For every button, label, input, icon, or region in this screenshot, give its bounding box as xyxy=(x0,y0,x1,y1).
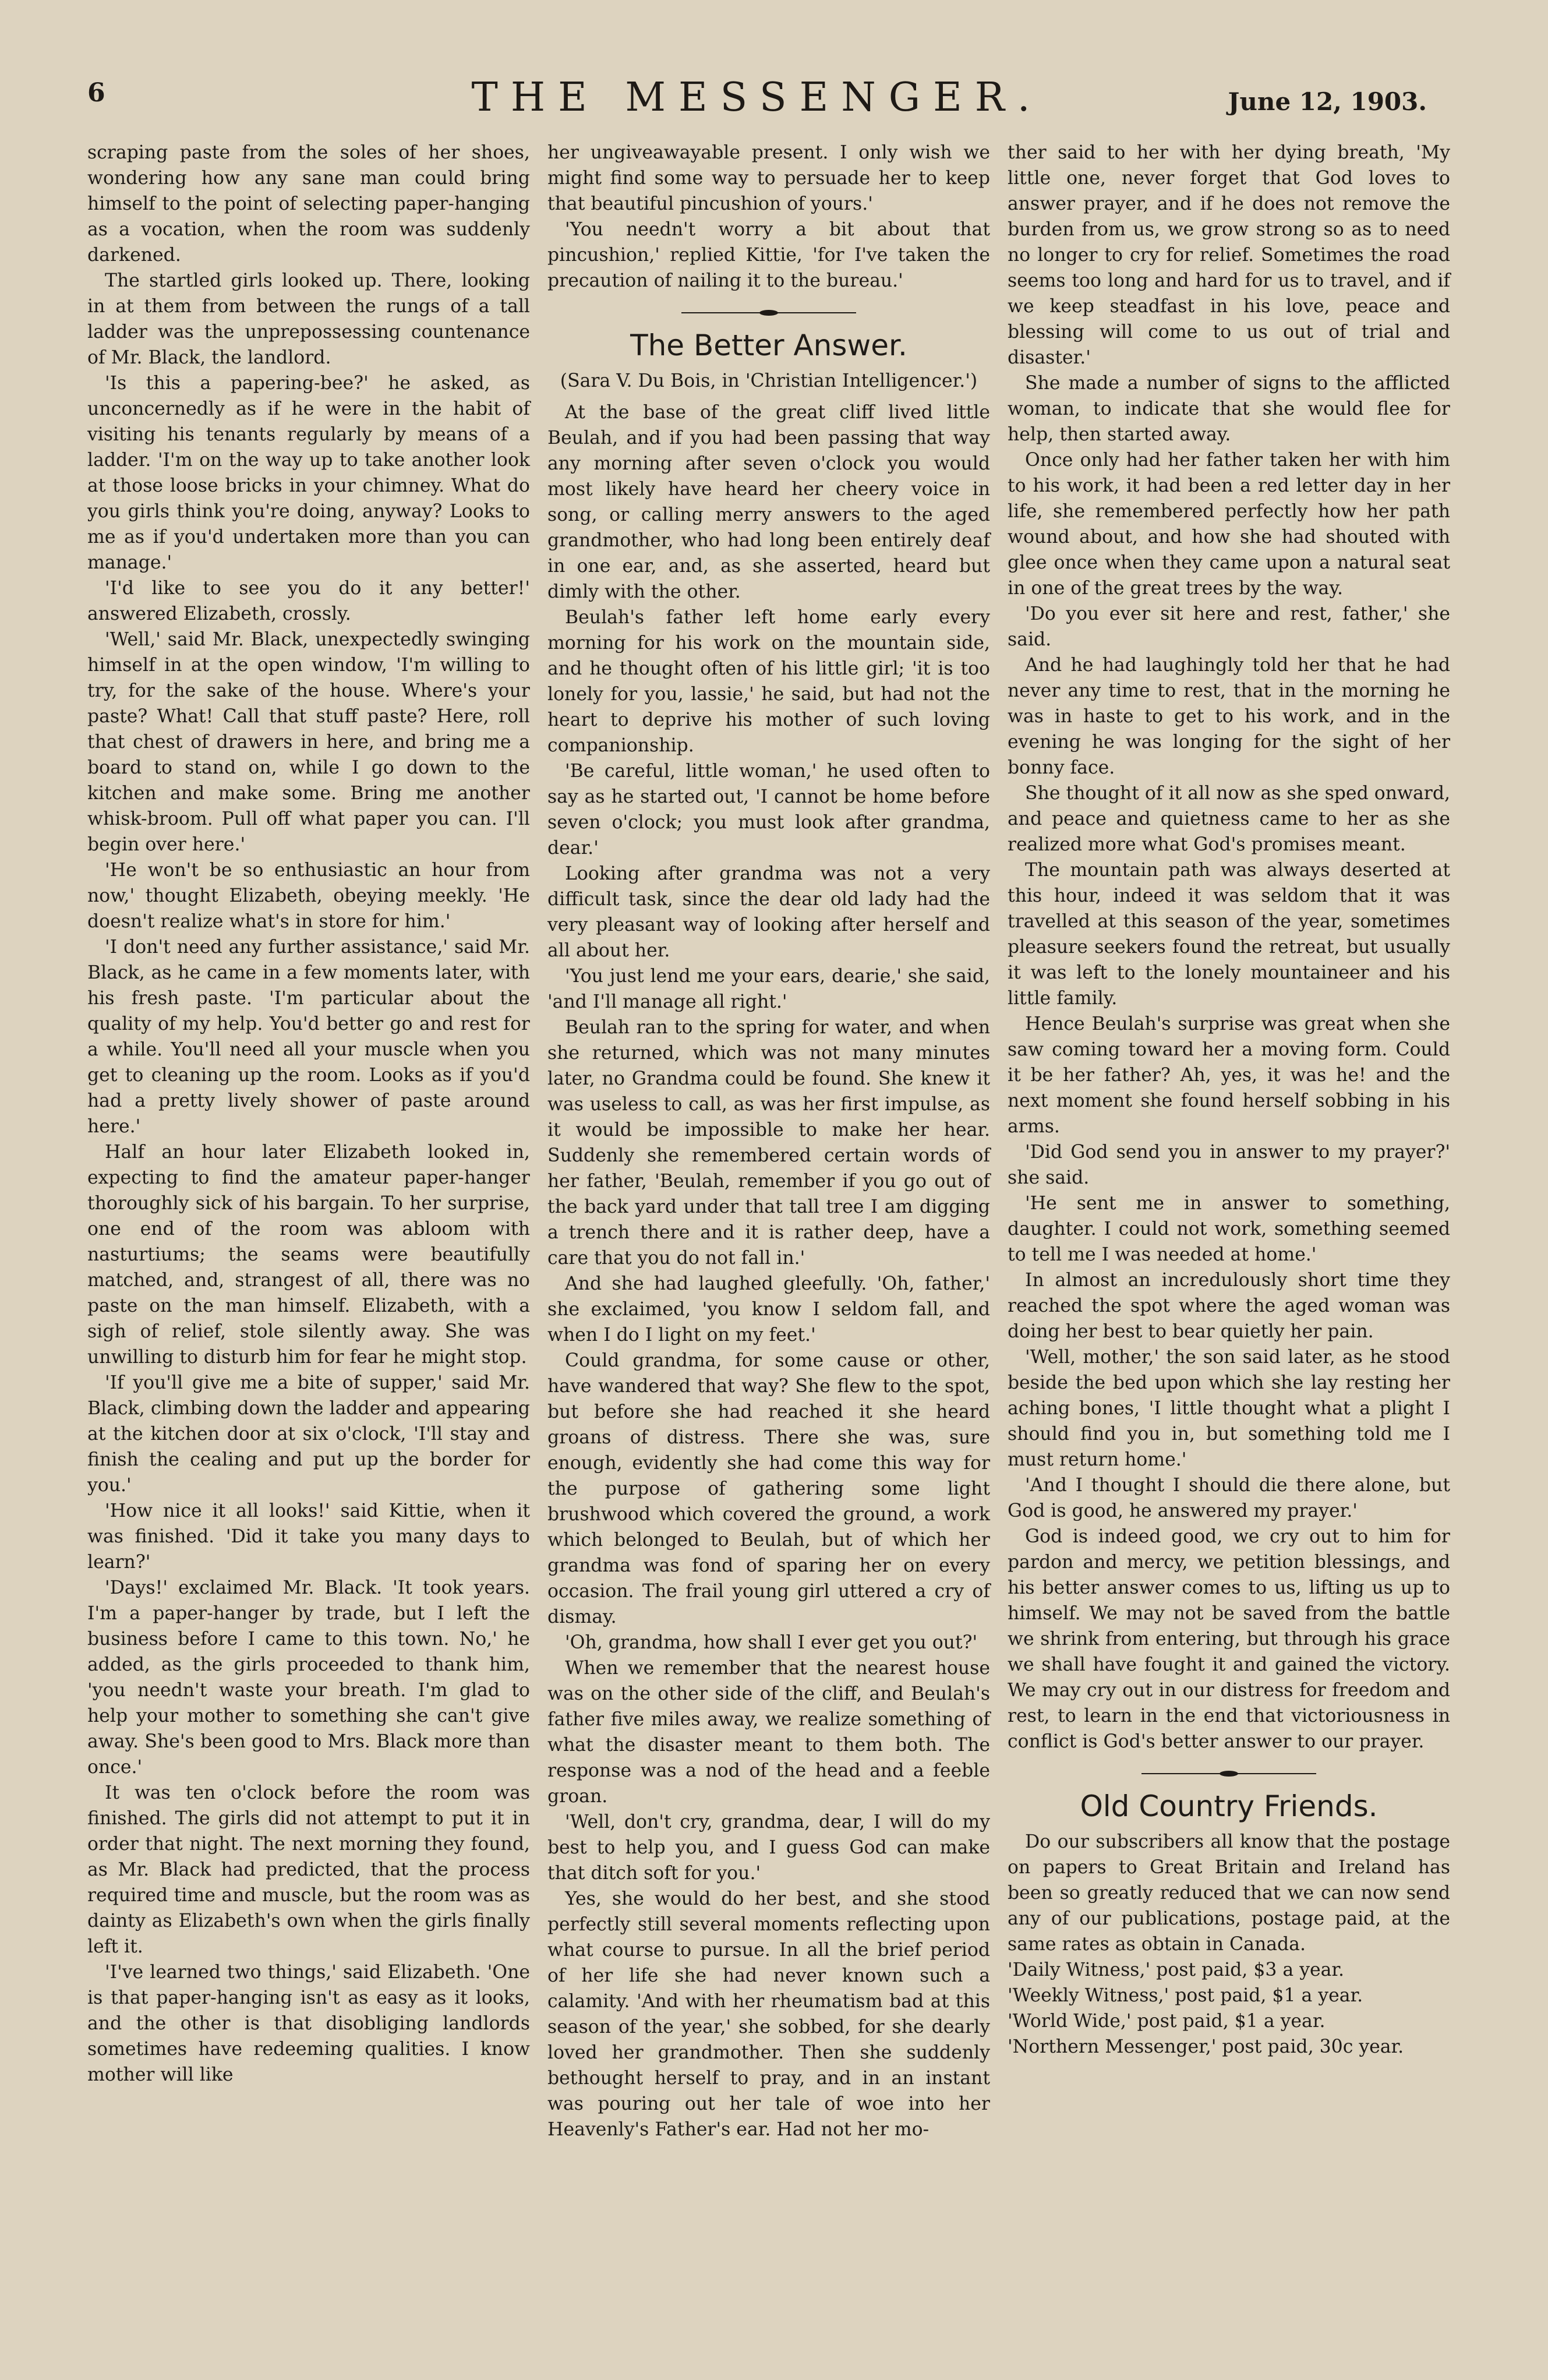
paragraph: Hence Beulah's surprise was great when she saw coming toward her a moving form. Could it be her father? Ah, yes, it was he! and the next moment she found herself sobbing in his arms. xyxy=(1008,1014,1450,1137)
ornament-divider xyxy=(1141,1770,1316,1778)
paragraph: 'Is this a papering-bee?' he asked, as unconcernedly as if he were in the habit of visiting his tenants regularly by means of a ladder. 'I'm on the way up to take another look at those loose bricks in your chimney. What do you girls think you're doing, anyway? Looks to me as if you'd undertaken more than you can manage.' xyxy=(87,373,530,573)
paragraph: 'I've learned two things,' said Elizabeth. 'One is that paper-hanging isn't as easy as it looks, and the other is that disobliging landlords sometimes have redeeming qualities. I know mother will like xyxy=(87,1962,530,2085)
paragraph: Beulah's father left home early every morning for his work on the mountain side, and he thought often of his little girl; 'it is too lonely for you, lassie,' he said, but had not the heart to deprive his mother of such loving companionship. xyxy=(547,607,990,756)
paragraph: Beulah ran to the spring for water, and when she returned, which was not many minutes later, no Grandma could be found. She knew it was useless to call, as was her first impulse, as it would be impossible to make her hear. Suddenly she remembered certain words of her father, 'Beulah, remember if you go out of the back yard under that tall tree I am digging a trench there and it is rather deep, have a care that you do not fall in.' xyxy=(547,1017,990,1269)
paragraph: And he had laughingly told her that he had never any time to rest, that in the morning he was in haste to get to his work, and in the evening he was longing for the sight of her bonny face. xyxy=(1008,655,1450,778)
paragraph: Half an hour later Elizabeth looked in, expecting to find the amateur paper-hanger thoroughly sick of his bargain. To her surprise, one end of the room was abloom with nasturtiums; the seams were beautifully matched, and, strangest of all, there was no paste on the man himself. Elizabeth, with a sigh of relief, stole silently away. She was unwilling to disturb him for fear he might stop. xyxy=(87,1142,530,1368)
paragraph: When we remember that the nearest house was on the other side of the cliff, and Beulah's father five miles away, we realize something of what the disaster meant to them both. The response was a nod of the head and a feeble groan. xyxy=(547,1658,990,1807)
paragraph: 'He sent me in answer to something, daughter. I could not work, something seemed to tell me I was needed at home.' xyxy=(1008,1193,1450,1265)
paragraph: 'You needn't worry a bit about that pincushion,' replied Kittie, 'for I've taken the precaution of nailing it to the bureau.' xyxy=(547,219,990,291)
paragraph: Do our subscribers all know that the postage on papers to Great Britain and Ireland has been so greatly reduced that we can now send any of our publications, postage paid, at the same rates as obtain in Canada. xyxy=(1008,1831,1450,1955)
paragraph: 'Oh, grandma, how shall I ever get you out?' xyxy=(565,1632,978,1653)
paragraph: 'He won't be so enthusiastic an hour from now,' thought Elizabeth, obeying meekly. 'He doesn't realize what's in store for him.' xyxy=(87,860,530,932)
paragraph: 'I'd like to see you do it any better!' answered Elizabeth, crossly. xyxy=(87,578,530,624)
paragraph: 'Do you ever sit here and rest, father,' she said. xyxy=(1008,603,1450,650)
article-byline: (Sara V. Du Bois, in 'Christian Intelligencer.') xyxy=(560,370,978,391)
page-header xyxy=(87,75,1427,127)
paragraph: her ungiveawayable present. I only wish we might find some way to persuade her to keep that beautiful pincushion of yours.' xyxy=(547,142,990,214)
paragraph: The mountain path was always deserted at this hour, indeed it was seldom that it was travelled at this season of the year, sometimes pleasure seekers found the retreat, but usually it was left to the lonely mountaineer and his little family. xyxy=(1008,860,1450,1009)
subscription-line: 'Daily Witness,' post paid, $3 a year. xyxy=(1008,1959,1345,1980)
paragraph: The startled girls looked up. There, looking in at them from between the rungs of a tall ladder was the unprepossessing countenance of Mr. Black, the landlord. xyxy=(87,270,530,368)
paragraph: 'You just lend me your ears, dearie,' she said, 'and I'll manage all right.' xyxy=(547,966,990,1012)
subscription-line: 'World Wide,' post paid, $1 a year. xyxy=(1008,2011,1326,2032)
paragraph: 'And I thought I should die there alone, but God is good, he answered my prayer.' xyxy=(1008,1475,1450,1521)
ornament-divider xyxy=(681,309,856,317)
subscription-line: 'Weekly Witness,' post paid, $1 a year. xyxy=(1008,1985,1363,2006)
paragraph: And she had laughed gleefully. 'Oh, father,' she exclaimed, 'you know I seldom fall, and when I do I light on my feet.' xyxy=(547,1273,990,1346)
paragraph: Could grandma, for some cause or other, have wandered that way? She flew to the spot, but before she had reached it she heard groans of distress. There she was, sure enough, evidently she had come this way for the purpose of gathering some light brushwood which covered the ground, a work which belonged to Beulah, but of which her grandma was fond of sparing her on every occasion. The frail young girl uttered a cry of dismay. xyxy=(547,1350,990,1627)
page-number: 6 xyxy=(87,78,105,108)
paragraph: 'If you'll give me a bite of supper,' said Mr. Black, climbing down the ladder and appearing at the kitchen door at six o'clock, 'I'll stay and finish the cealing and put up the border for you.' xyxy=(87,1372,530,1496)
paragraph: 'Well, don't cry, grandma, dear, I will do my best to help you, and I guess God can make that ditch soft for you.' xyxy=(547,1812,990,1884)
paragraph: At the base of the great cliff lived little Beulah, and if you had been passing that way any morning after seven o'clock you would most likely have heard her cheery voice in song, or calling merry answers to the aged grandmother, who had long been entirely deaf in one ear, and, as she asserted, heard but dimly with the other. xyxy=(547,402,990,602)
paragraph: She made a number of signs to the afflicted woman, to indicate that she would flee for help, then started away. xyxy=(1008,373,1450,445)
paragraph: Yes, she would do her best, and she stood perfectly still several moments reflecting upon what course to pursue. In all the brief period of her life she had never known such a calamity. 'And with her rheumatism bad at this season of the year,' she sobbed, for she dearly loved her grandmother. Then she suddenly bethought herself to pray, and in an instant was pouring out her tale of woe into her Heavenly's Father's ear. Had not her mo- xyxy=(547,1888,990,2140)
paragraph: 'How nice it all looks!' said Kittie, when it was finished. 'Did it take you many days to learn?' xyxy=(87,1500,530,1573)
paragraph: 'Well,' said Mr. Black, unexpectedly swinging himself in at the open window, 'I'm willing to try, for the sake of the house. Where's your paste? What! Call that stuff paste? Here, roll that chest of drawers in here, and bring me a board to stand on, while I go down to the kitchen and make some. Bring me another whisk-broom. Pull off what paper you can. I'll begin over here.' xyxy=(87,629,530,855)
paragraph: scraping paste from the soles of her shoes, wondering how any sane man could bring himself to the point of selecting paper-hanging as a vocation, when the room was suddenly darkened. xyxy=(87,142,530,266)
subscription-line: 'Northern Messenger,' post paid, 30c year. xyxy=(1008,2036,1404,2057)
column-1 xyxy=(87,140,530,2088)
article-heading: Old Country Friends. xyxy=(1080,1789,1378,1823)
issue-date: June 12, 1903. xyxy=(1228,87,1427,116)
column-2 xyxy=(547,140,990,2142)
paragraph: 'Well, mother,' the son said later, as he stood beside the bed upon which she lay resting her aching bones, 'I little thought what a plight I should find you in, but something told me I must return home.' xyxy=(1008,1347,1450,1470)
paragraph: Looking after grandma was not a very difficult task, since the dear old lady had the very pleasant way of looking after herself and all about her. xyxy=(547,863,990,961)
paragraph: It was ten o'clock before the room was finished. The girls did not attempt to put it in order that night. The next morning they found, as Mr. Black had predicted, that the process required time and muscle, but the room was as dainty as Elizabeth's own when the girls finally left it. xyxy=(87,1782,530,1957)
masthead-title: THE MESSENGER. xyxy=(471,75,1043,121)
paragraph: 'Be careful, little woman,' he used often to say as he started out, 'I cannot be home before seven o'clock; you must look after grandma, dear.' xyxy=(547,761,990,859)
paragraph: Once only had her father taken her with him to his work, it had been a red letter day in her life, she remembered perfectly how her path wound about, and how she had shouted with glee once when they came upon a natural seat in one of the great trees by the way. xyxy=(1008,450,1450,599)
column-3 xyxy=(1008,140,1450,2060)
paragraph: In almost an incredulously short time they reached the spot where the aged woman was doing her best to bear quietly her pain. xyxy=(1008,1270,1450,1342)
paragraph: 'Days!' exclaimed Mr. Black. 'It took years. I'm a paper-hanger by trade, but I left the business before I came to this town. No,' he added, as the girls proceeded to thank him, 'you needn't waste your breath. I'm glad to help your mother to something she can't give away. She's been good to Mrs. Black more than once.' xyxy=(87,1577,530,1778)
paragraph: God is indeed good, we cry out to him for pardon and mercy, we petition blessings, and his better answer comes to us, lifting us up to himself. We may not be saved from the battle we shrink from entering, but through his grace we shall have fought it and gained the victory. We may cry out in our distress for freedom and rest, to learn in the end that victoriousness in conflict is God's better answer to our prayer. xyxy=(1008,1526,1450,1752)
paragraph: 'I don't need any further assistance,' said Mr. Black, as he came in a few moments later, with his fresh paste. 'I'm particular about the quality of my help. You'd better go and rest for a while. You'll need all your muscle when you get to cleaning up the room. Looks as if you'd had a pretty lively shower of paste around here.' xyxy=(87,937,530,1137)
paragraph: ther said to her with her dying breath, 'My little one, never forget that God loves to answer prayer, and if he does not remove the burden from us, we grow strong so as to need no longer to cry for relief. Sometimes the road seems too long and hard for us to travel, and if we keep steadfast in his love, peace and blessing will come to us out of trial and disaster.' xyxy=(1008,142,1450,368)
article-heading: The Better Answer. xyxy=(630,329,907,362)
paragraph: She thought of it all now as she sped onward, and peace and quietness came to her as she realized more what God's promises meant. xyxy=(1008,783,1450,855)
paragraph: 'Did God send you in answer to my prayer?' she said. xyxy=(1008,1142,1450,1188)
